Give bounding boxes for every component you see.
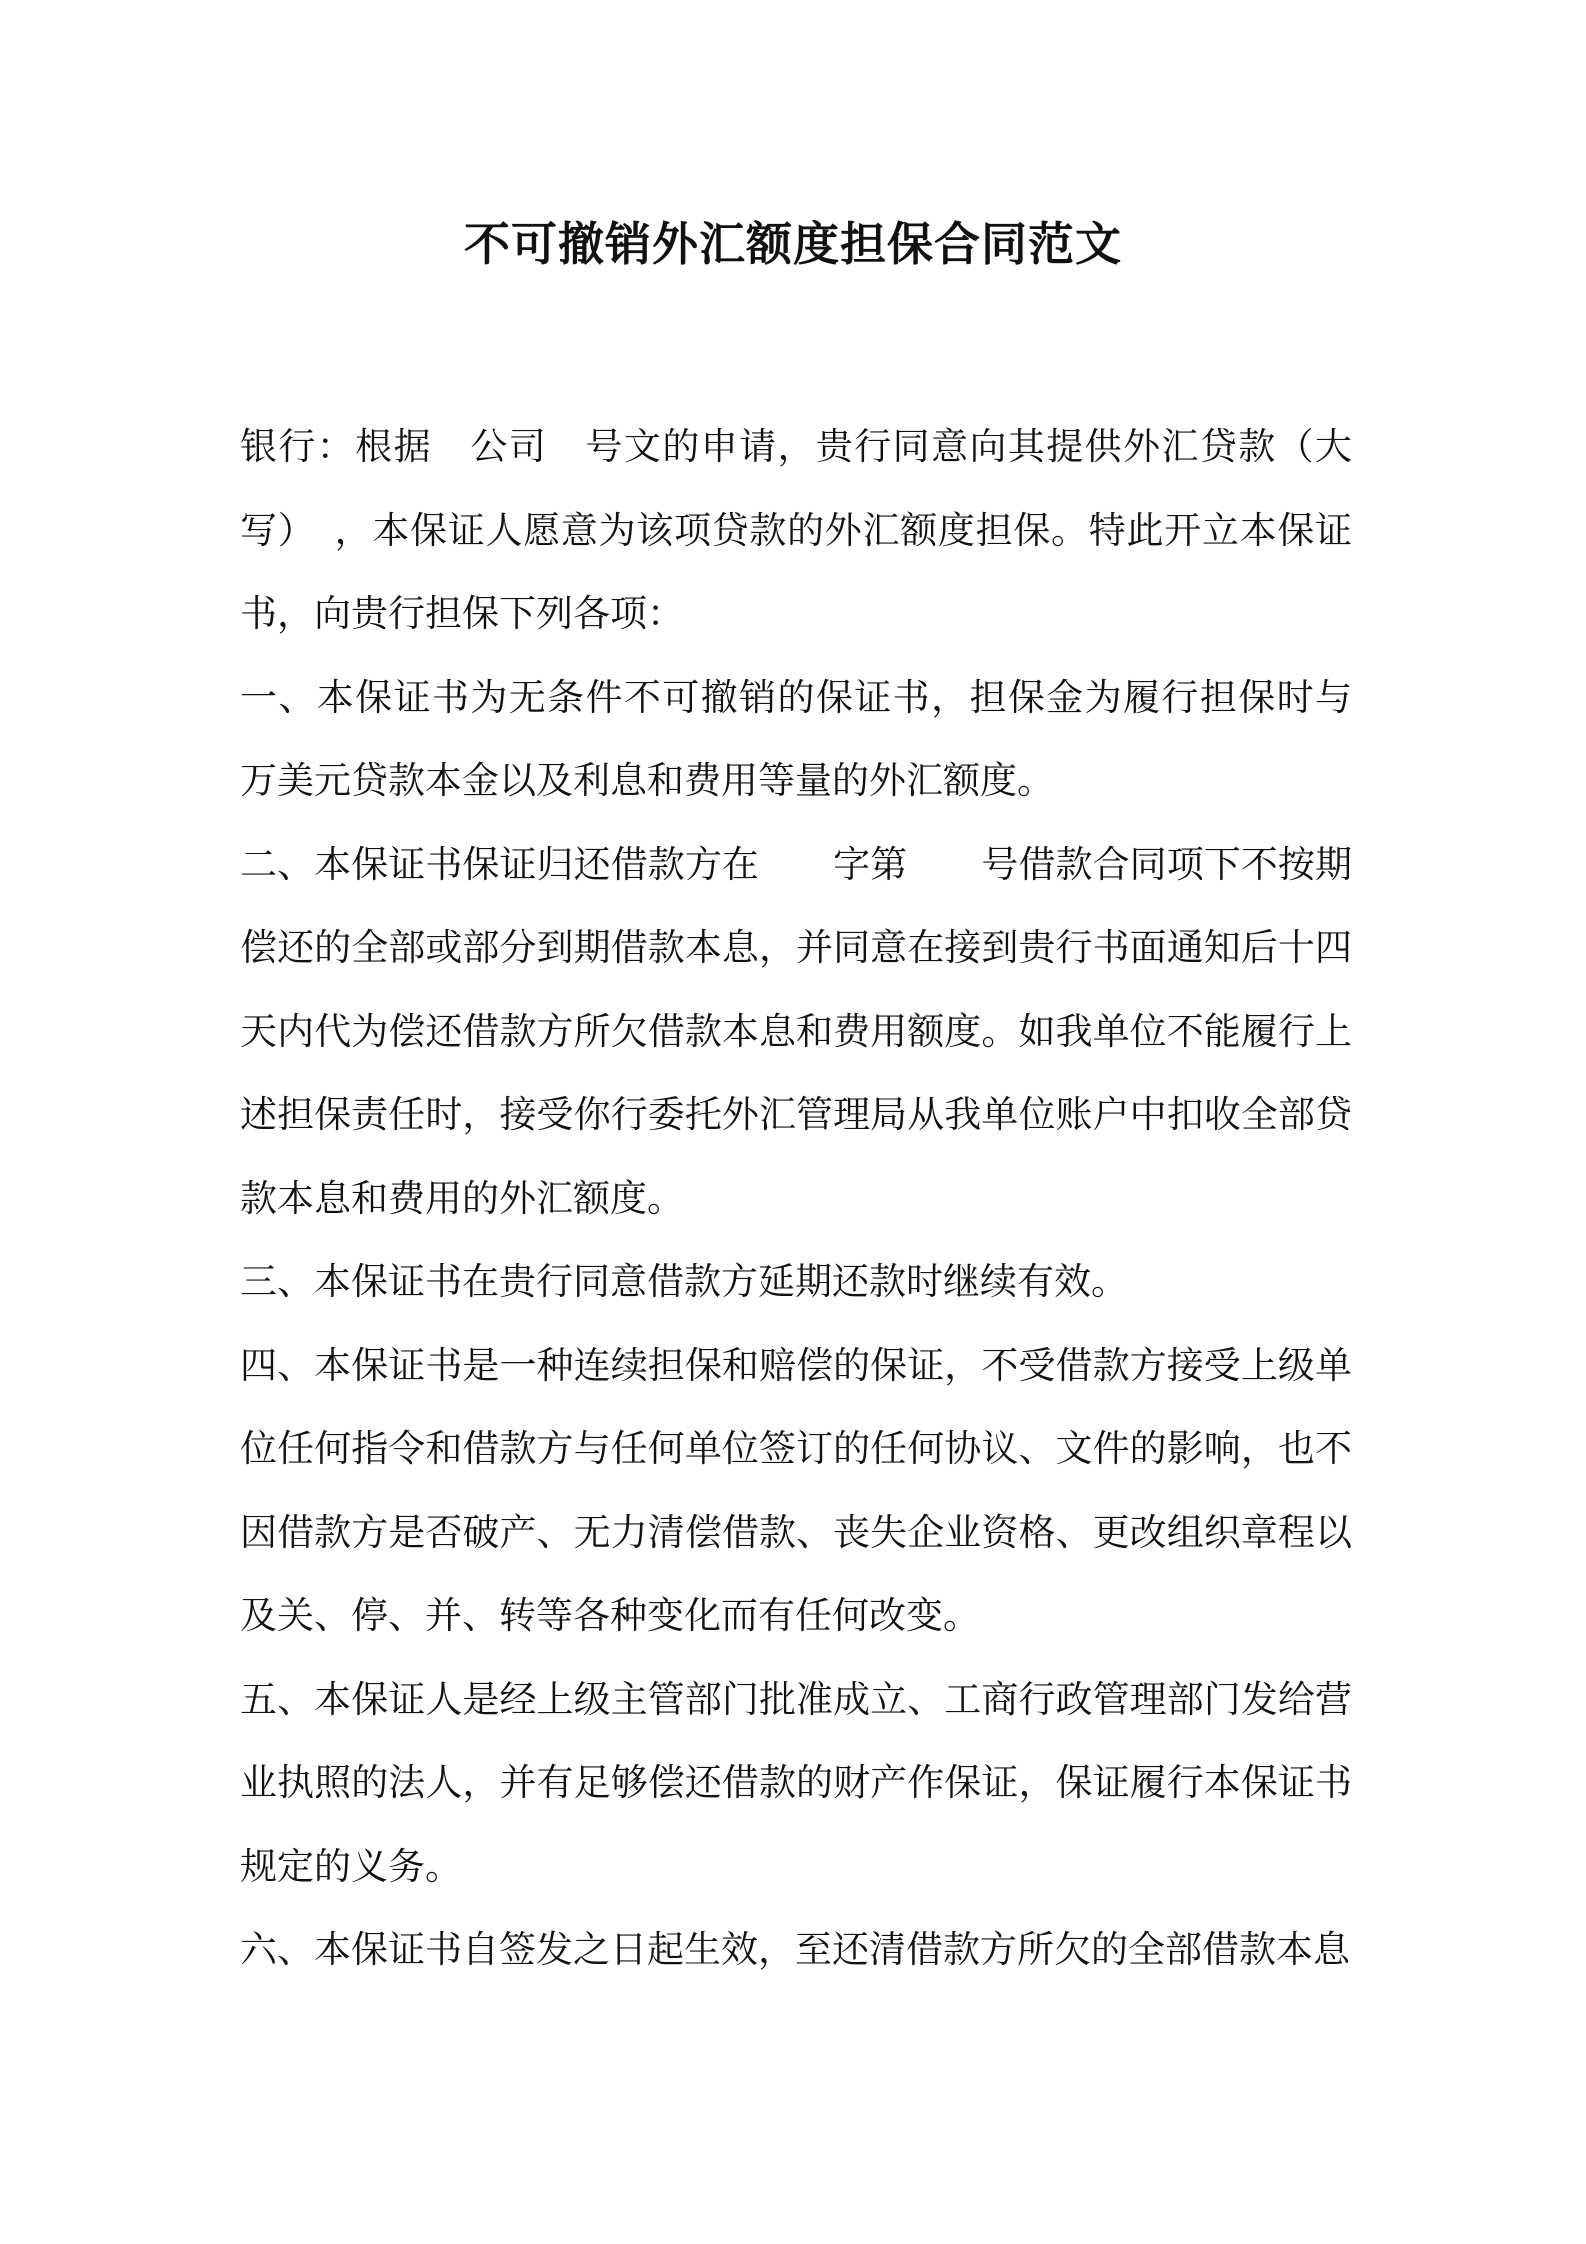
document-body xyxy=(240,405,1389,1992)
paragraph-clause-4: 四、本保证书是一种连续担保和赔偿的保证，不受借款方接受上级单位任何指令和借款方与任何单位签订的任何协议、文件的影响，也不因借款方是否破产、无力清偿借款、丧失企业资格、更改组织章程以及关、停、并、转等各种变化而有任何改变。 xyxy=(240,1343,1352,1637)
paragraph-clause-1: 一、本保证书为无条件不可撤销的保证书，担保金为履行担保时与 万美元贷款本金以及利息和费用等量的外汇额度。 xyxy=(240,675,1389,802)
paragraph-intro: 银行：根据 公司 号文的申请，贵行同意向其提供外汇贷款（大写） ，本保证人愿意为该项贷款的外汇额度担保。特此开立本保证书，向贵行担保下列各项： xyxy=(240,425,1352,635)
paragraph-clause-5: 五、本保证人是经上级主管部门批准成立、工商行政管理部门发给营业执照的法人，并有足够偿还借款的财产作保证，保证履行本保证书规定的义务。 xyxy=(240,1677,1352,1888)
document-title: 不可撤销外汇额度担保合同范文 xyxy=(464,217,1122,271)
paragraph-clause-2: 二、本保证书保证归还借款方在 字第 号借款合同项下不按期偿还的全部或部分到期借款本息，并同意在接到贵行书面通知后十四天内代为偿还借款方所欠借款本息和费用额度。如我单位不能履行上述担保责任时，接受你行委托外汇管理局从我单位账户中扣收全部贷款本息和费用的外汇额度。 xyxy=(240,842,1352,1220)
paragraph-clause-6: 六、本保证书自签发之日起生效，至还清借款方所欠的全部借款本息 xyxy=(240,1928,1350,1971)
paragraph-clause-3: 三、本保证书在贵行同意借款方延期还款时继续有效。 xyxy=(240,1260,1128,1303)
